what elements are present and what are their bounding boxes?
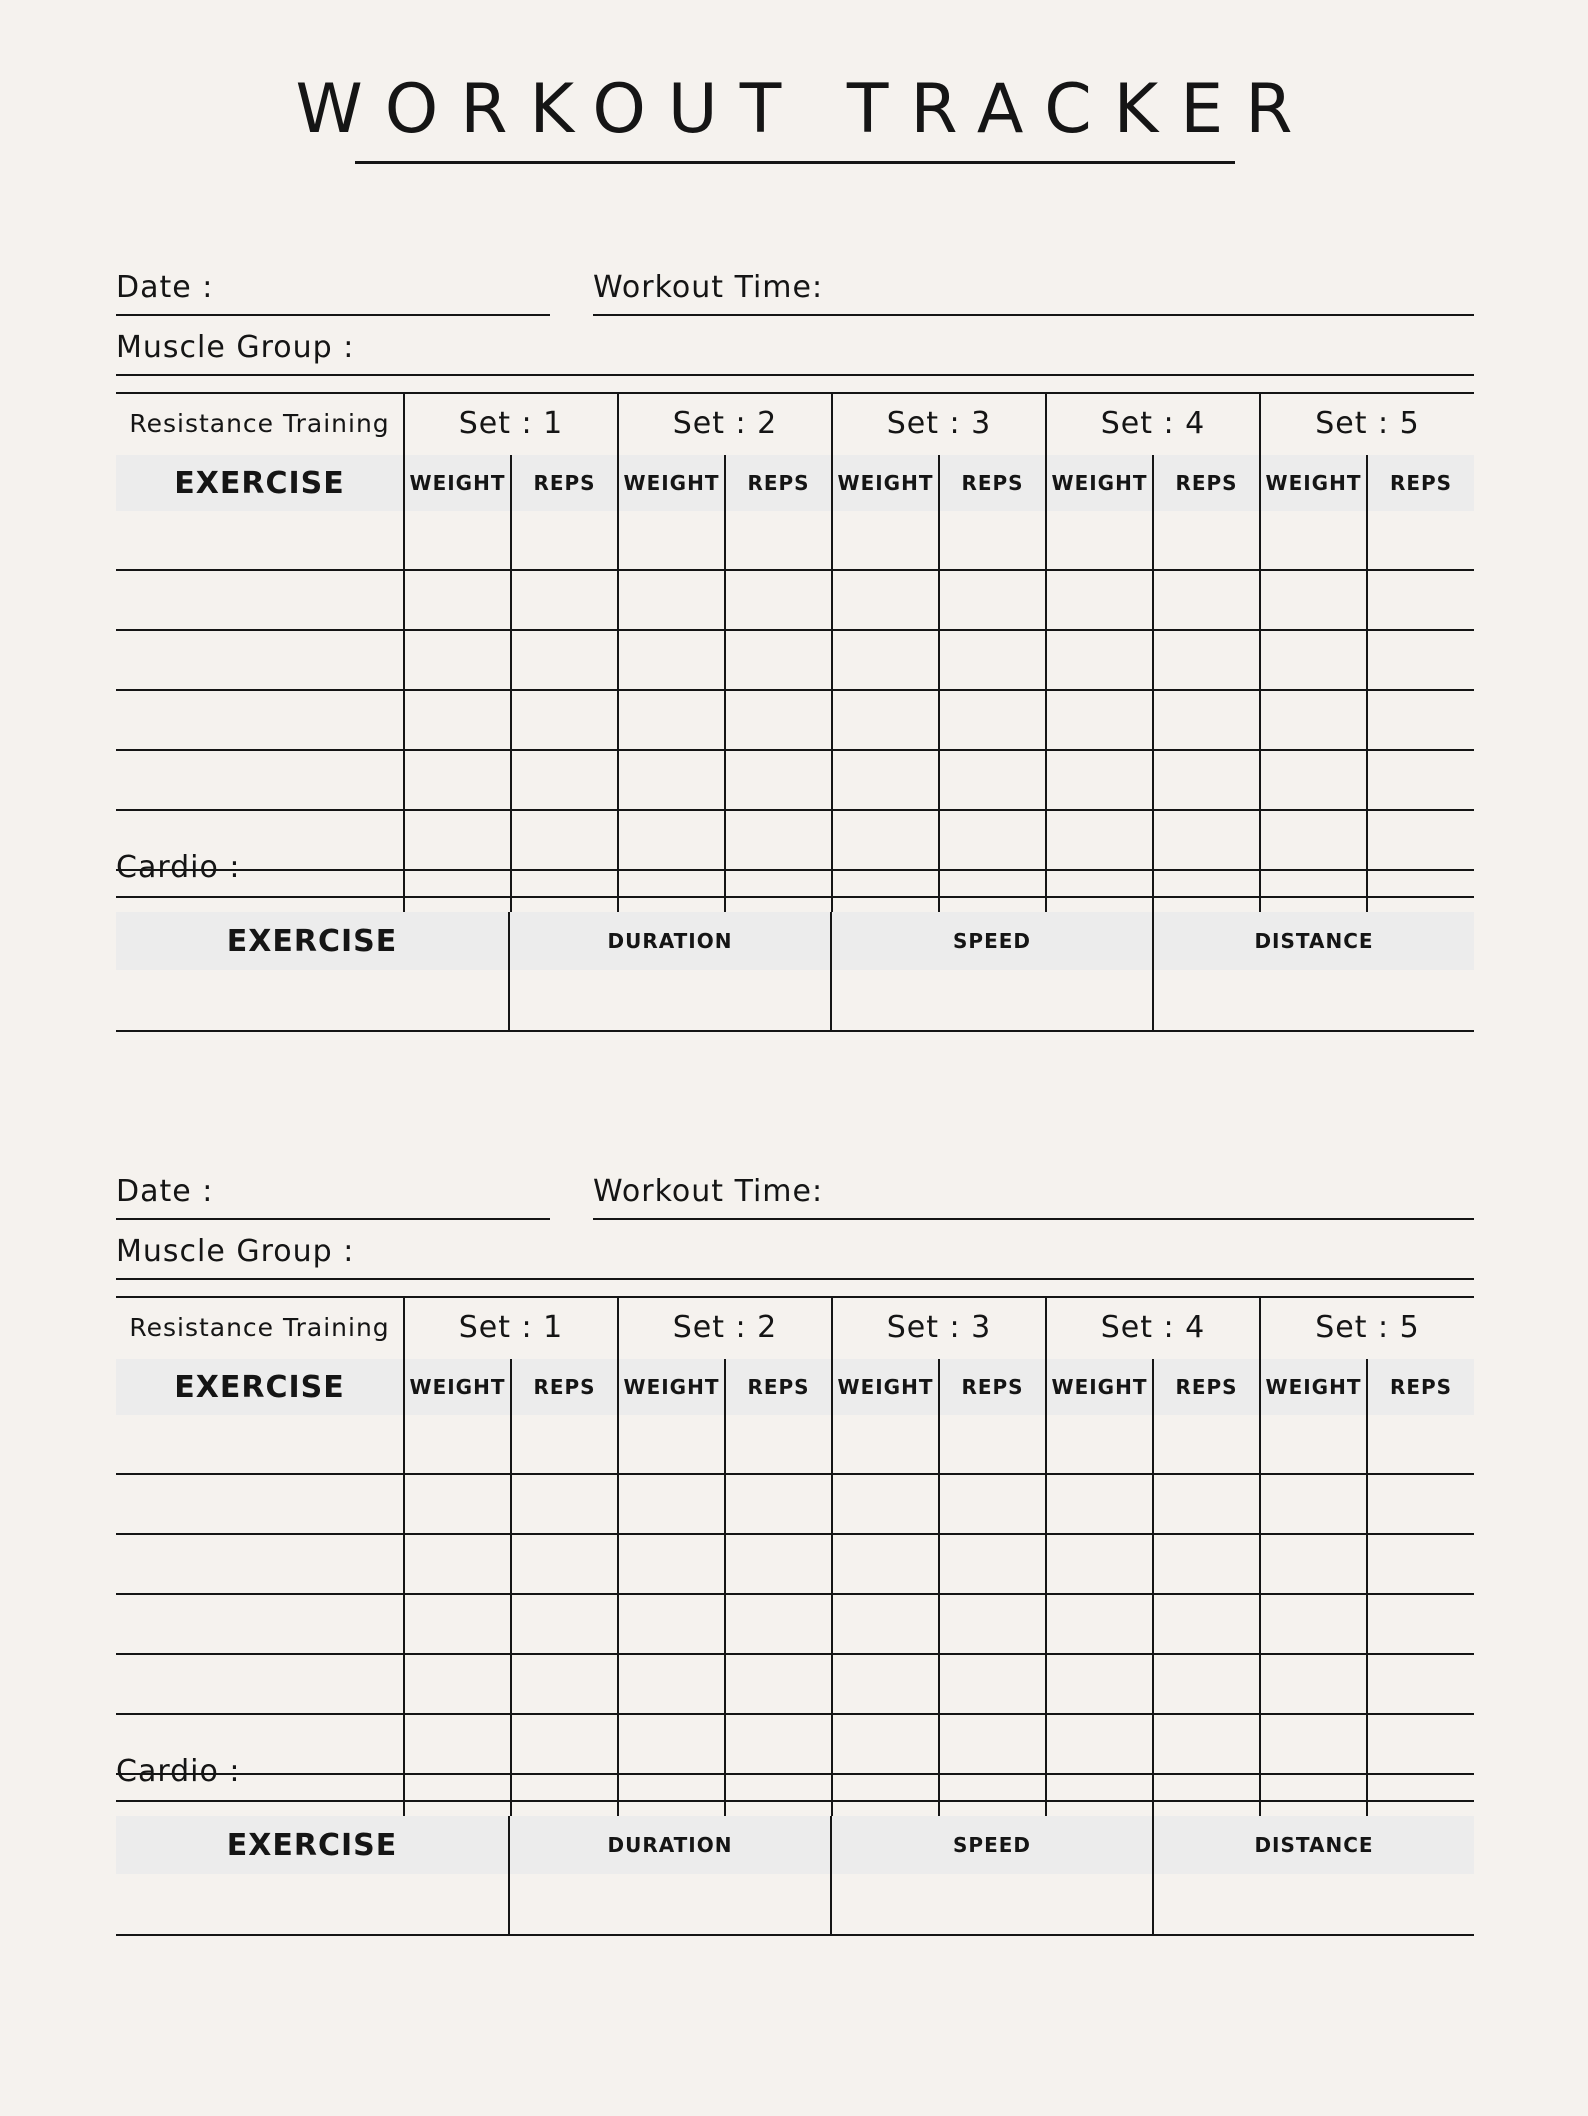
weight-cell[interactable]	[832, 1534, 939, 1594]
exercise-header: EXERCISE	[116, 455, 404, 511]
reps-cell[interactable]	[1367, 1714, 1474, 1774]
set-label: Set : 4	[1046, 392, 1260, 455]
reps-cell[interactable]	[725, 750, 832, 810]
exercise-cell[interactable]	[116, 570, 404, 630]
title-underline	[355, 161, 1235, 164]
set-label: Set : 2	[618, 392, 832, 455]
weight-cell[interactable]	[404, 1415, 511, 1474]
weight-cell[interactable]	[1260, 1714, 1367, 1774]
workout-time-field[interactable]	[593, 1218, 1474, 1220]
weight-cell[interactable]	[404, 1594, 511, 1654]
weight-cell[interactable]	[832, 1594, 939, 1654]
weight-cell[interactable]	[618, 750, 725, 810]
distance-header: DISTANCE	[1153, 1816, 1474, 1874]
weight-cell[interactable]	[1260, 810, 1367, 870]
exercise-cell[interactable]	[116, 1654, 404, 1714]
set-label: Set : 3	[832, 392, 1046, 455]
weight-header: WEIGHT	[1260, 455, 1367, 511]
reps-cell[interactable]	[1367, 1474, 1474, 1534]
exercise-cell[interactable]	[116, 1534, 404, 1594]
reps-header: REPS	[1153, 1359, 1260, 1415]
reps-cell[interactable]	[725, 1714, 832, 1774]
reps-cell[interactable]	[511, 511, 618, 570]
speed-cell[interactable]	[831, 1874, 1153, 1935]
weight-cell[interactable]	[404, 1474, 511, 1534]
weight-cell[interactable]	[1260, 630, 1367, 690]
reps-cell[interactable]	[511, 810, 618, 870]
weight-cell[interactable]	[1046, 750, 1153, 810]
exercise-row	[116, 1594, 1474, 1654]
set-label: Set : 4	[1046, 1296, 1260, 1359]
cardio-header-row	[116, 912, 1474, 970]
duration-header: DURATION	[509, 1816, 831, 1874]
weight-cell[interactable]	[1260, 1474, 1367, 1534]
weight-cell[interactable]	[404, 630, 511, 690]
date-label: Date :	[116, 270, 214, 305]
reps-cell[interactable]	[725, 1594, 832, 1654]
weight-cell[interactable]	[1046, 1474, 1153, 1534]
weight-cell[interactable]	[1046, 630, 1153, 690]
cardio-row	[116, 970, 1474, 1031]
weight-header: WEIGHT	[1046, 455, 1153, 511]
distance-header: DISTANCE	[1153, 912, 1474, 970]
set-label: Set : 1	[404, 1296, 618, 1359]
weight-cell[interactable]	[832, 630, 939, 690]
exercise-row	[116, 750, 1474, 810]
set-label: Set : 5	[1260, 1296, 1474, 1359]
weight-cell[interactable]	[618, 1474, 725, 1534]
weight-cell[interactable]	[832, 690, 939, 750]
reps-cell[interactable]	[939, 690, 1046, 750]
weight-cell[interactable]	[1046, 810, 1153, 870]
reps-cell[interactable]	[1367, 511, 1474, 570]
exercise-row	[116, 1654, 1474, 1714]
exercise-row	[116, 511, 1474, 570]
reps-cell[interactable]	[725, 1474, 832, 1534]
weight-cell[interactable]	[1046, 1714, 1153, 1774]
distance-cell[interactable]	[1153, 1874, 1474, 1935]
exercise-row	[116, 1415, 1474, 1474]
exercise-cell[interactable]	[116, 690, 404, 750]
weight-cell[interactable]	[1260, 1534, 1367, 1594]
duration-cell[interactable]	[509, 970, 831, 1031]
exercise-cell[interactable]	[116, 1594, 404, 1654]
cardio-table	[116, 1816, 1474, 1936]
reps-header: REPS	[511, 455, 618, 511]
weight-cell[interactable]	[404, 511, 511, 570]
weight-cell[interactable]	[832, 750, 939, 810]
weight-cell[interactable]	[1046, 1594, 1153, 1654]
exercise-row	[116, 1474, 1474, 1534]
weight-cell[interactable]	[404, 1654, 511, 1714]
reps-cell[interactable]	[725, 570, 832, 630]
reps-cell[interactable]	[939, 570, 1046, 630]
workout-time-label: Workout Time:	[593, 1174, 824, 1209]
reps-cell[interactable]	[1153, 630, 1260, 690]
weight-cell[interactable]	[832, 810, 939, 870]
weight-cell[interactable]	[1046, 690, 1153, 750]
reps-cell[interactable]	[511, 690, 618, 750]
weight-cell[interactable]	[1046, 1654, 1153, 1714]
weight-cell[interactable]	[618, 511, 725, 570]
reps-cell[interactable]	[1153, 1534, 1260, 1594]
reps-cell[interactable]	[511, 630, 618, 690]
reps-header: REPS	[511, 1359, 618, 1415]
weight-cell[interactable]	[1260, 1654, 1367, 1714]
weight-cell[interactable]	[1046, 1534, 1153, 1594]
page-title: WORKOUT TRACKER	[295, 70, 1315, 149]
exercise-cell[interactable]	[116, 630, 404, 690]
reps-cell[interactable]	[1153, 810, 1260, 870]
reps-cell[interactable]	[1153, 1415, 1260, 1474]
muscle-group-field[interactable]	[116, 374, 1474, 376]
weight-cell[interactable]	[1260, 750, 1367, 810]
weight-cell[interactable]	[618, 1714, 725, 1774]
weight-cell[interactable]	[832, 1714, 939, 1774]
date-field[interactable]	[116, 314, 550, 316]
reps-cell[interactable]	[511, 1534, 618, 1594]
date-field[interactable]	[116, 1218, 550, 1220]
reps-cell[interactable]	[939, 1594, 1046, 1654]
muscle-group-label: Muscle Group :	[116, 330, 355, 365]
exercise-row	[116, 1714, 1474, 1774]
cardio-exercise-cell[interactable]	[116, 1874, 509, 1935]
weight-cell[interactable]	[832, 1415, 939, 1474]
reps-cell[interactable]	[939, 511, 1046, 570]
date-label: Date :	[116, 1174, 214, 1209]
exercise-cell[interactable]	[116, 750, 404, 810]
reps-cell[interactable]	[1153, 511, 1260, 570]
weight-header: WEIGHT	[1046, 1359, 1153, 1415]
weight-cell[interactable]	[618, 1415, 725, 1474]
weight-cell[interactable]	[618, 570, 725, 630]
reps-cell[interactable]	[1153, 750, 1260, 810]
weight-cell[interactable]	[832, 1474, 939, 1534]
weight-header: WEIGHT	[1260, 1359, 1367, 1415]
weight-cell[interactable]	[832, 570, 939, 630]
cardio-exercise-header: EXERCISE	[116, 1816, 509, 1874]
reps-cell[interactable]	[511, 570, 618, 630]
reps-header: REPS	[939, 455, 1046, 511]
reps-header: REPS	[1367, 1359, 1474, 1415]
muscle-group-field[interactable]	[116, 1278, 1474, 1280]
weight-cell[interactable]	[1046, 511, 1153, 570]
exercise-row	[116, 690, 1474, 750]
workout-session-1	[116, 262, 1474, 1002]
exercise-row	[116, 1534, 1474, 1594]
weight-cell[interactable]	[1046, 570, 1153, 630]
exercise-row	[116, 810, 1474, 870]
reps-cell[interactable]	[511, 1654, 618, 1714]
weight-header: WEIGHT	[404, 1359, 511, 1415]
exercise-cell[interactable]	[116, 511, 404, 570]
set-header-row	[116, 1296, 1474, 1359]
weight-cell[interactable]	[1046, 1415, 1153, 1474]
set-label: Set : 1	[404, 392, 618, 455]
distance-cell[interactable]	[1153, 970, 1474, 1031]
reps-cell[interactable]	[1367, 1534, 1474, 1594]
reps-cell[interactable]	[939, 1654, 1046, 1714]
reps-cell[interactable]	[1367, 810, 1474, 870]
cardio-row	[116, 1874, 1474, 1935]
reps-cell[interactable]	[1367, 1415, 1474, 1474]
workout-time-field[interactable]	[593, 314, 1474, 316]
muscle-group-label: Muscle Group :	[116, 1234, 355, 1269]
resistance-training-table	[116, 392, 1474, 931]
reps-cell[interactable]	[939, 750, 1046, 810]
reps-header: REPS	[725, 1359, 832, 1415]
weight-cell[interactable]	[618, 630, 725, 690]
exercise-row	[116, 570, 1474, 630]
reps-cell[interactable]	[939, 630, 1046, 690]
reps-cell[interactable]	[1153, 1474, 1260, 1534]
reps-cell[interactable]	[1153, 690, 1260, 750]
reps-cell[interactable]	[1367, 630, 1474, 690]
exercise-cell[interactable]	[116, 1415, 404, 1474]
weight-cell[interactable]	[618, 690, 725, 750]
weight-cell[interactable]	[618, 1654, 725, 1714]
weight-cell[interactable]	[618, 1594, 725, 1654]
reps-cell[interactable]	[725, 1534, 832, 1594]
reps-cell[interactable]	[939, 1714, 1046, 1774]
exercise-row	[116, 630, 1474, 690]
reps-cell[interactable]	[725, 690, 832, 750]
reps-cell[interactable]	[1153, 1594, 1260, 1654]
cardio-rule	[116, 896, 1474, 898]
cardio-table	[116, 912, 1474, 1032]
cardio-label: Cardio :	[116, 1754, 241, 1789]
cardio-label: Cardio :	[116, 850, 241, 885]
reps-cell[interactable]	[511, 750, 618, 810]
column-header-row	[116, 455, 1474, 511]
set-label: Set : 3	[832, 1296, 1046, 1359]
resistance-training-table	[116, 1296, 1474, 1835]
reps-cell[interactable]	[1153, 1714, 1260, 1774]
reps-cell[interactable]	[725, 1415, 832, 1474]
weight-header: WEIGHT	[618, 1359, 725, 1415]
weight-cell[interactable]	[1260, 690, 1367, 750]
reps-header: REPS	[1367, 455, 1474, 511]
duration-header: DURATION	[509, 912, 831, 970]
reps-cell[interactable]	[939, 1474, 1046, 1534]
reps-header: REPS	[1153, 455, 1260, 511]
weight-cell[interactable]	[404, 570, 511, 630]
weight-cell[interactable]	[404, 750, 511, 810]
resistance-training-label: Resistance Training	[129, 409, 390, 438]
speed-header: SPEED	[831, 1816, 1153, 1874]
set-label: Set : 2	[618, 1296, 832, 1359]
reps-cell[interactable]	[725, 511, 832, 570]
reps-cell[interactable]	[511, 1594, 618, 1654]
workout-time-label: Workout Time:	[593, 270, 824, 305]
weight-cell[interactable]	[1260, 1415, 1367, 1474]
weight-cell[interactable]	[618, 810, 725, 870]
reps-cell[interactable]	[1367, 750, 1474, 810]
weight-header: WEIGHT	[832, 1359, 939, 1415]
weight-cell[interactable]	[832, 1654, 939, 1714]
reps-cell[interactable]	[1153, 1654, 1260, 1714]
weight-cell[interactable]	[618, 1534, 725, 1594]
reps-header: REPS	[725, 455, 832, 511]
weight-cell[interactable]	[404, 810, 511, 870]
weight-cell[interactable]	[832, 511, 939, 570]
cardio-exercise-header: EXERCISE	[116, 912, 509, 970]
weight-cell[interactable]	[1260, 511, 1367, 570]
speed-cell[interactable]	[831, 970, 1153, 1031]
reps-cell[interactable]	[511, 1415, 618, 1474]
reps-cell[interactable]	[1153, 570, 1260, 630]
reps-cell[interactable]	[511, 1474, 618, 1534]
reps-cell[interactable]	[511, 1714, 618, 1774]
speed-header: SPEED	[831, 912, 1153, 970]
reps-cell[interactable]	[939, 810, 1046, 870]
set-label: Set : 5	[1260, 392, 1474, 455]
weight-header: WEIGHT	[832, 455, 939, 511]
reps-cell[interactable]	[939, 1415, 1046, 1474]
reps-cell[interactable]	[939, 1534, 1046, 1594]
weight-cell[interactable]	[404, 690, 511, 750]
reps-cell[interactable]	[1367, 1654, 1474, 1714]
weight-header: WEIGHT	[404, 455, 511, 511]
exercise-cell[interactable]	[116, 1474, 404, 1534]
weight-cell[interactable]	[1260, 570, 1367, 630]
weight-cell[interactable]	[404, 1534, 511, 1594]
weight-cell[interactable]	[1260, 1594, 1367, 1654]
reps-cell[interactable]	[725, 630, 832, 690]
reps-cell[interactable]	[1367, 1594, 1474, 1654]
workout-session-2	[116, 1166, 1474, 1906]
weight-header: WEIGHT	[618, 455, 725, 511]
cardio-header-row	[116, 1816, 1474, 1874]
duration-cell[interactable]	[509, 1874, 831, 1935]
reps-cell[interactable]	[725, 810, 832, 870]
resistance-training-label: Resistance Training	[129, 1313, 390, 1342]
weight-cell[interactable]	[404, 1714, 511, 1774]
reps-cell[interactable]	[1367, 570, 1474, 630]
column-header-row	[116, 1359, 1474, 1415]
reps-cell[interactable]	[1367, 690, 1474, 750]
cardio-exercise-cell[interactable]	[116, 970, 509, 1031]
exercise-header: EXERCISE	[116, 1359, 404, 1415]
reps-cell[interactable]	[725, 1654, 832, 1714]
reps-header: REPS	[939, 1359, 1046, 1415]
cardio-rule	[116, 1800, 1474, 1802]
set-header-row	[116, 392, 1474, 455]
